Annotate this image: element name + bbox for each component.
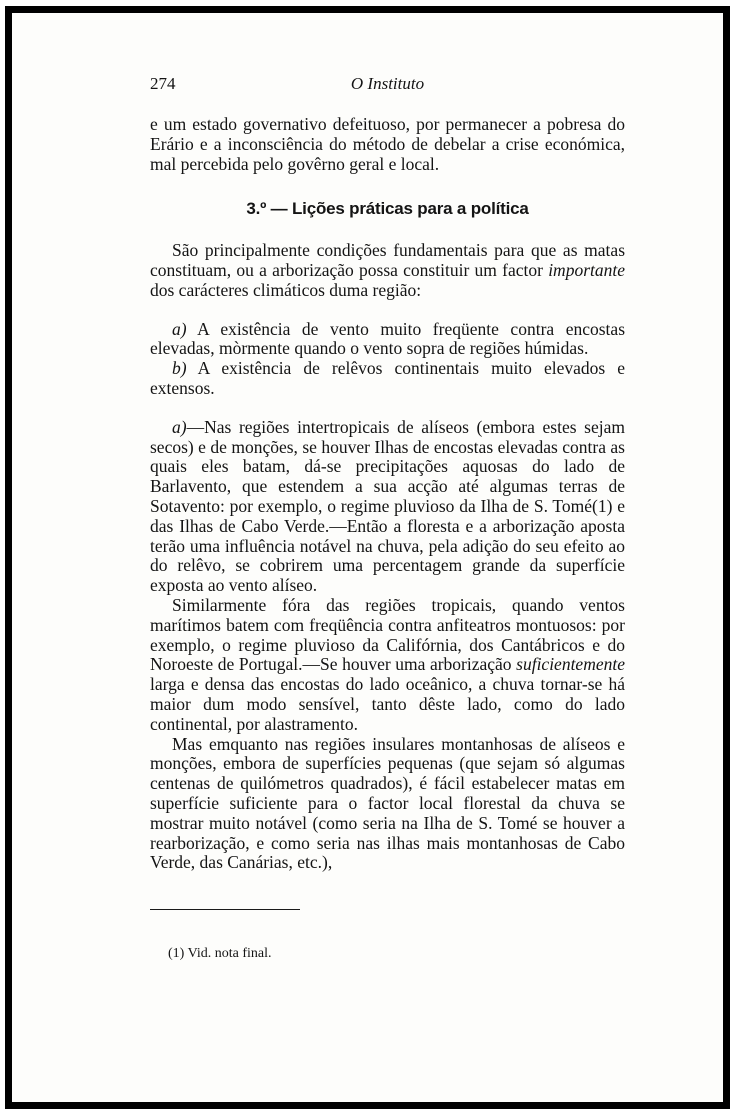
paragraph-similarmente bbox=[150, 596, 625, 735]
paragraph-similarmente-end: larga e densa das encostas do lado oceânico, a chuva tornar-se há maior dum modo sensível, tanto dêste lado, como do lado continental, por alastramento. bbox=[150, 674, 625, 734]
journal-title: O Instituto bbox=[350, 74, 425, 93]
paragraph-conditions-end: dos carácteres climáticos duma região: bbox=[150, 279, 422, 300]
list-item-b-label: b) bbox=[172, 358, 187, 379]
paragraph-conditions bbox=[150, 241, 625, 300]
footnote: (1) Vid. nota final. bbox=[168, 946, 272, 962]
list-item-a-text: A existência de vento muito freqüente contra encostas elevadas, mòrmente quando o vento sopra de regiões húmidas. bbox=[150, 318, 625, 359]
list-item-a bbox=[150, 320, 625, 360]
footnote-rule bbox=[150, 909, 300, 910]
paragraph-alisios-label: a) bbox=[172, 416, 187, 437]
paragraph-alisios-text: —Nas regiões intertropicais de alíseos (embora estes sejam secos) e de monções, se houver Ilhas de encostas elevadas contra as quais eles batam, dá-se precipitações aquosas do lado de Barlavento, que estendem a sua acção até algumas terras de Sotavento: por exemplo, o regime pluvioso da Ilha de S. Tomé(1) e das Ilhas de Cabo Verde.—Então a floresta e a arborização aposta terão uma influência notável na chuva, pela adição do seu efeito ao do relêvo, se cobrirem uma percentagem grande da superfície exposta ao vento alíseo. bbox=[150, 416, 625, 596]
emphasis-importante: importante bbox=[548, 259, 625, 280]
section-heading: 3.º — Lições práticas para a política bbox=[246, 199, 529, 219]
paragraph-conditions-start: São principalmente condições fundamentais para que as matas constituam, ou a arborização possa constituir um factor bbox=[150, 240, 625, 280]
page-number: 274 bbox=[150, 74, 176, 93]
paragraph-alisios bbox=[150, 418, 625, 596]
paragraph-emquanto: Mas emquanto nas regiões insulares montanhosas de alíseos e monções, embora de superfícies pequenas (que sejam só algumas centenas de quilómetros quadrados), é fácil estabelecer matas em superfície suficiente para o factor local florestal da chuva se mostrar muito notável (como seria na Ilha de S. Tomé se houver a rearborização, e como seria nas ilhas mais montanhosas de Cabo Verde, das Canárias, etc.), bbox=[150, 733, 625, 873]
list-item-b-text: A existência de relêvos continentais muito elevados e extensos. bbox=[150, 358, 625, 398]
paragraph-similarmente-start: Similarmente fóra das regiões tropicais, quando ventos marítimos batem com freqüência contra anfiteatros montuosos: por exemplo, o regime pluvioso da Califórnia, dos Cantábricos e do Noroeste de Portugal.—Se houver uma arborização bbox=[150, 594, 625, 675]
paragraph-continuation: e um estado governativo defeituoso, por permanecer a pobresa do Erário e a inconsciência do método de debelar a crise económica, mal percebida pelo govêrno geral e local. bbox=[150, 114, 625, 174]
list-item-b bbox=[150, 359, 625, 399]
page-content bbox=[150, 68, 625, 962]
running-head bbox=[150, 68, 625, 98]
list-item-a-label: a) bbox=[172, 318, 187, 339]
emphasis-suficientemente: suficientemente bbox=[516, 654, 625, 675]
